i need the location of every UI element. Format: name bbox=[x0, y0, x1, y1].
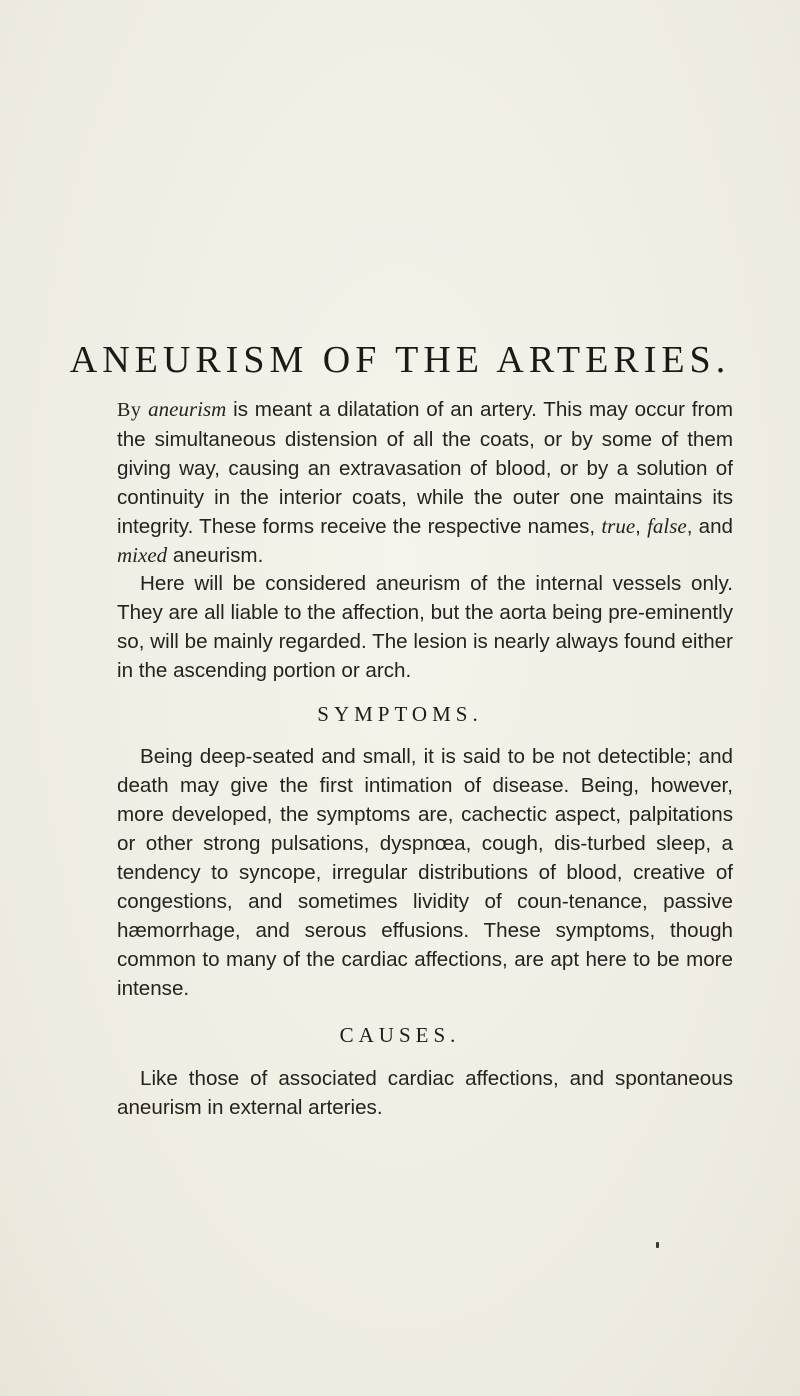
intro-text-part1: is meant a dilatation of an artery. This may occur from the simultaneous distension of all the coats, or by some of them giving way, causing an extravasation of blood, or by a solution of continuity in the interior coats, while the outer one maintains its integrity. These forms receive the respective names, bbox=[117, 398, 733, 538]
intro-term: aneurism bbox=[148, 397, 227, 421]
intro-text-part2: aneurism. bbox=[167, 544, 264, 567]
causes-heading: CAUSES. bbox=[339, 1023, 461, 1047]
intro-paragraph bbox=[117, 395, 733, 570]
ink-speck bbox=[656, 1242, 659, 1248]
chapter-title: ANEURISM OF THE ARTERIES. bbox=[69, 339, 731, 382]
form-true: true bbox=[601, 514, 636, 538]
form-false: false bbox=[647, 514, 687, 538]
causes-paragraph: Like those of associated cardiac affections, and spontaneous aneurism in external arteries. bbox=[117, 1067, 733, 1119]
intro-separator-2: , and bbox=[686, 515, 733, 538]
intro-lead-word: By bbox=[117, 399, 142, 421]
intro-separator-1: , bbox=[635, 515, 648, 538]
symptoms-paragraph: Being deep-seated and small, it is said to be not detectible; and death may give the first intimation of disease. Being, however, more developed, the symptoms are, cachectic aspect, palpitations or other strong pulsations, dyspnœa, cough, dis-turbed sleep, a tendency to syncope, irregular distributions of blood, creative of congestions, and sometimes lividity of coun-tenance, passive hæmorrhage, and serous effusions. These symptoms, though common to many of the cardiac affections, are apt here to be more intense. bbox=[117, 745, 733, 1000]
form-mixed: mixed bbox=[117, 543, 168, 567]
internal-vessels-paragraph: Here will be considered aneurism of the internal vessels only. They are all liable to the affection, but the aorta being pre-eminently so, will be mainly regarded. The lesion is nearly always found either in the ascending portion or arch. bbox=[117, 572, 733, 682]
symptoms-heading: SYMPTOMS. bbox=[317, 702, 483, 726]
